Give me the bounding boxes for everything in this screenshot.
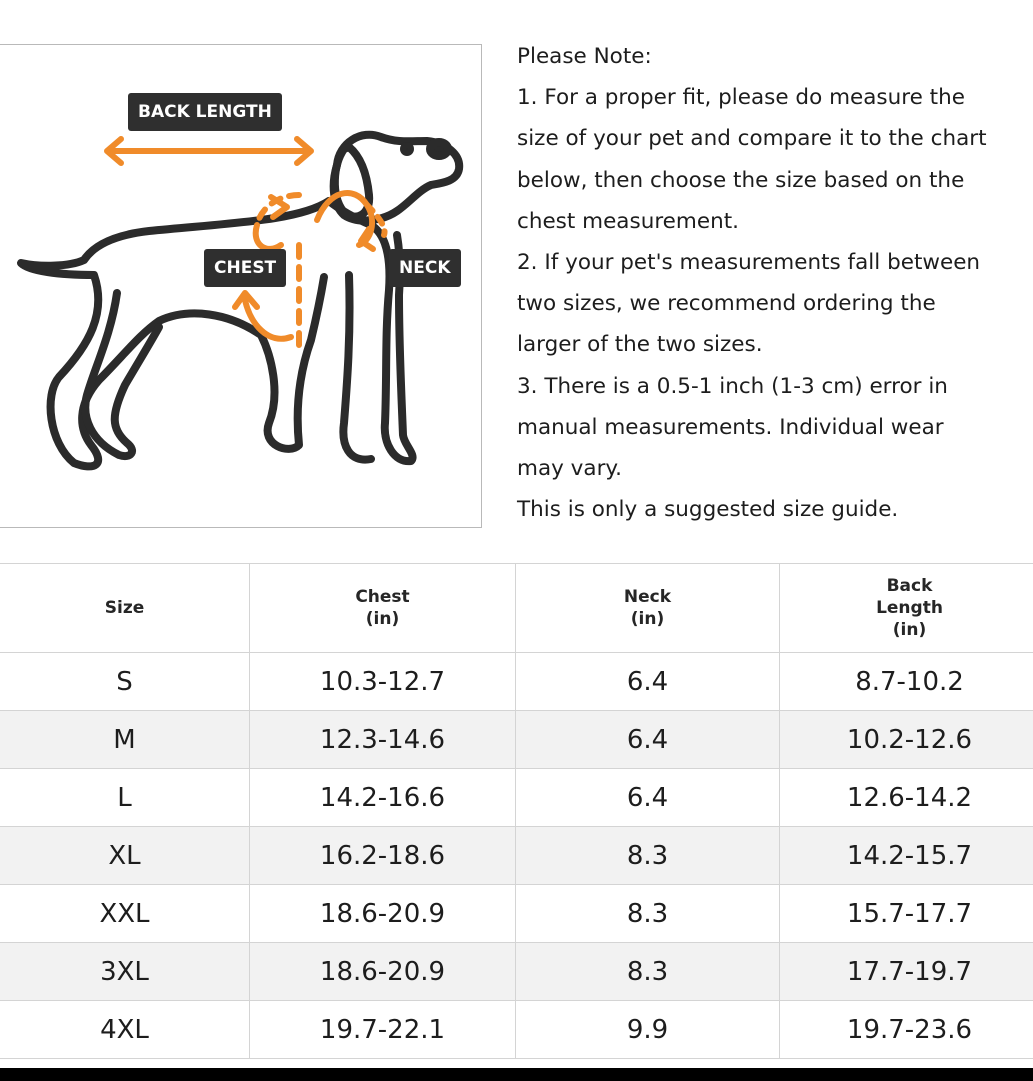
size-cell: XL [0,827,250,885]
chest-cell: 18.6-20.9 [250,943,516,1001]
back-length-cell: 19.7-23.6 [780,1001,1033,1059]
chest-cell: 14.2-16.6 [250,769,516,827]
back-length-cell: 14.2-15.7 [780,827,1033,885]
neck-cell: 8.3 [516,885,780,943]
size-cell: M [0,711,250,769]
note-line: manual measurements. Individual wear [517,414,944,440]
size-cell: 4XL [0,1001,250,1059]
table-row [0,827,1033,885]
neck-cell: 8.3 [516,943,780,1001]
note-line: 2. If your pet's measurements fall between [517,250,981,276]
note-line: larger of the two sizes. [517,332,763,358]
bottom-edge-bar [0,1068,1033,1081]
table-row [0,885,1033,943]
table-row [0,1001,1033,1059]
chest-cell: 19.7-22.1 [250,1001,516,1059]
header-neck: Neck (in) [516,564,780,653]
table-row [0,711,1033,769]
back-length-cell: 17.7-19.7 [780,943,1033,1001]
note-line: This is only a suggested size guide. [517,497,899,523]
chest-cell: 10.3-12.7 [250,653,516,711]
neck-cell: 6.4 [516,769,780,827]
size-cell: L [0,769,250,827]
size-cell: 3XL [0,943,250,1001]
note-line: 1. For a proper fit, please do measure the [517,85,965,111]
back-length-cell: 12.6-14.2 [780,769,1033,827]
back-length-label: BACK LENGTH [128,93,282,131]
table-header-row [0,564,1033,653]
note-line: may vary. [517,456,622,482]
chest-cell: 18.6-20.9 [250,885,516,943]
table-row [0,769,1033,827]
note-line: two sizes, we recommend ordering the [517,291,936,317]
table-row [0,653,1033,711]
note-line: 3. There is a 0.5-1 inch (1-3 cm) error in [517,373,948,399]
header-chest: Chest (in) [250,564,516,653]
back-length-cell: 15.7-17.7 [780,885,1033,943]
size-chart-table [0,563,1033,1059]
size-cell: XXL [0,885,250,943]
notes-heading: Please Note: [517,44,652,69]
note-line: size of your pet and compare it to the chart [517,126,987,152]
neck-label: NECK [389,249,461,287]
sizing-notes [517,36,1033,530]
header-back-length: Back Length (in) [780,564,1033,653]
neck-cell: 8.3 [516,827,780,885]
back-length-cell: 10.2-12.6 [780,711,1033,769]
note-line: below, then choose the size based on the [517,167,965,193]
neck-cell: 6.4 [516,653,780,711]
dog-measurement-diagram [0,44,482,528]
header-size: Size [0,564,250,653]
chest-cell: 16.2-18.6 [250,827,516,885]
neck-cell: 9.9 [516,1001,780,1059]
note-line: chest measurement. [517,208,739,234]
chest-cell: 12.3-14.6 [250,711,516,769]
neck-cell: 6.4 [516,711,780,769]
table-row [0,943,1033,1001]
size-cell: S [0,653,250,711]
chest-label: CHEST [204,249,286,287]
back-length-cell: 8.7-10.2 [780,653,1033,711]
